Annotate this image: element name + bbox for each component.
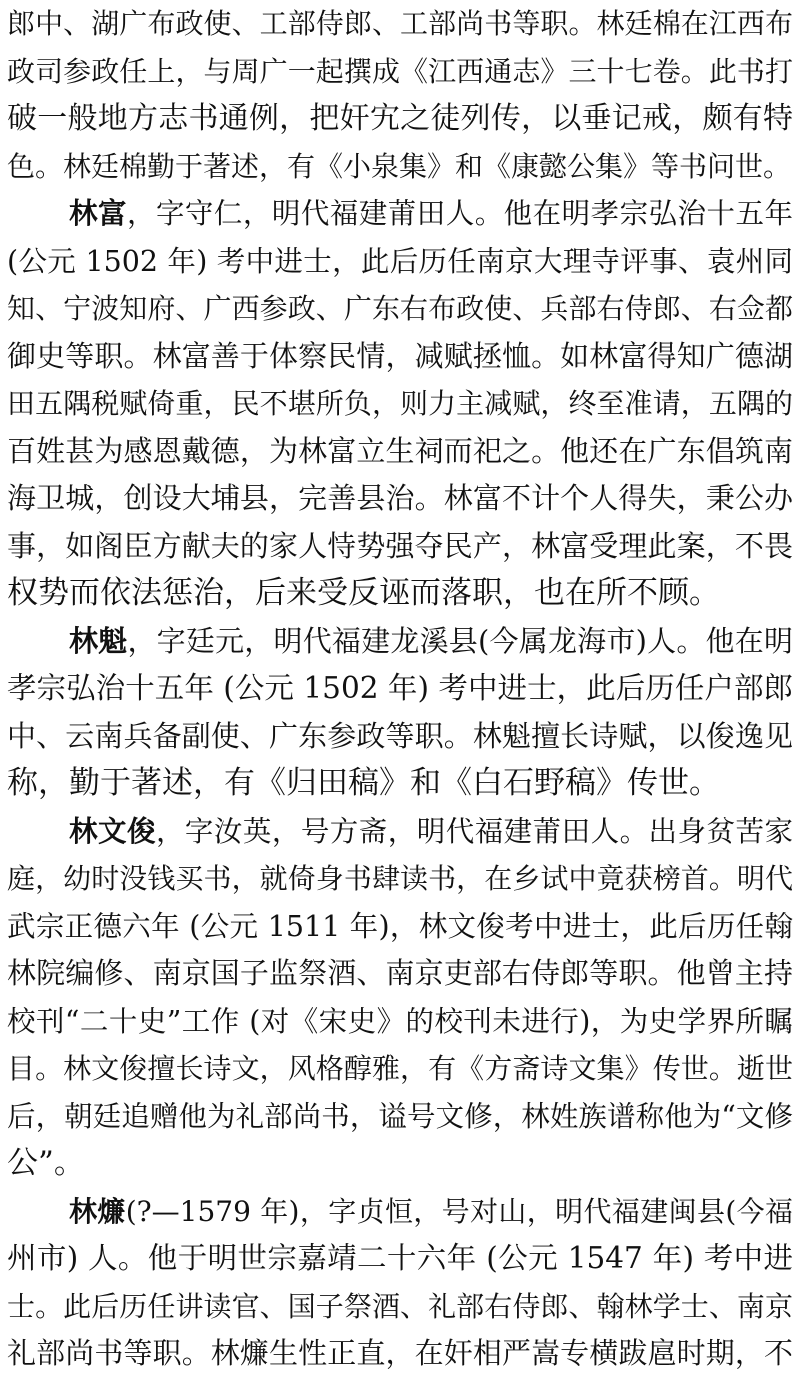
text-segment: ，字汝英，号方斋，明代福建莆田人。出身贫苦家: [155, 814, 793, 848]
text-line: 庭，幼时没钱买书，就倚身书肆读书，在乡试中竟获榜首。明代: [7, 862, 793, 895]
text-line: (公元 1502 年) 考中进士，此后历任南京大理寺评事、袁州同: [7, 244, 793, 278]
text-line: 田五隅税赋倚重，民不堪所负，则力主减赋，终至准请，五隅的: [7, 387, 793, 420]
text-line: 色。林廷棉勤于著述，有《小泉集》和《康懿公集》等书问世。: [7, 149, 792, 183]
entry-first-line: [7, 808, 793, 856]
text-line: 武宗正德六年 (公元 1511 年)，林文俊考中进士，此后历任翰: [7, 909, 793, 943]
entry-first-line: [7, 618, 793, 666]
text-line: 百姓甚为感恩戴德，为林富立生祠而祀之。他还在广东倡筑南: [7, 433, 793, 468]
text-line: 知、宁波知府、广西参政、广东右布政使、兵部右侍郎、右佥都: [7, 292, 793, 325]
text-line: 御史等职。林富善于体察民情，减赋拯恤。如林富得知广德湖: [7, 338, 793, 373]
text-line: 称，勤于著述，有《归田稿》和《白石野稿》传世。: [7, 765, 720, 801]
text-line: 中、云南兵备副使、广东参政等职。林魁擅长诗赋，以俊逸见: [7, 718, 793, 753]
text-line: 校刊“二十史”工作 (对《宋史》的校刊未进行)，为史学界所瞩: [7, 1004, 793, 1038]
text-line: 州市) 人。他于明世宗嘉靖二十六年 (公元 1547 年) 考中进: [7, 1241, 793, 1275]
text-segment: ，字廷元，明代福建龙溪县(今属龙海市)人。他在明: [127, 623, 793, 658]
text-line: 政司参政任上，与周广一起撰成《江西通志》三十七卷。此书打: [7, 54, 793, 88]
text-line: 海卫城，创设大埔县，完善县治。林富不计个人得失，秉公办: [7, 481, 793, 515]
entry-first-line: [7, 1188, 793, 1236]
text-line: 士。此后历任讲读官、国子祭酒、礼部右侍郎、翰林学士、南京: [7, 1289, 793, 1323]
text-line: 公”。: [7, 1145, 85, 1181]
text-line: 破一般地方志书通例，把奸宄之徒列传，以垂记戒，颇有特: [7, 101, 793, 136]
text-line: 后，朝廷追赠他为礼部尚书，谥号文修，林姓族谱称他为“文修: [7, 1099, 793, 1133]
text-line: 权势而依法惩治，后来受反诬而落职，也在所不顾。: [7, 575, 720, 611]
text-line: 林院编修、南京国子监祭酒、南京吏部右侍郎等职。他曾主持: [7, 956, 793, 990]
text-line: 礼部尚书等职。林燫生性正直，在奸相严嵩专横跋扈时期，不: [7, 1336, 793, 1370]
entry-name: 林富: [69, 197, 127, 230]
text-segment: ，字守仁，明代福建莆田人。他在明孝宗弘治十五年: [126, 197, 793, 230]
entry-name: 林燫: [69, 1194, 126, 1228]
entry-name: 林魁: [69, 623, 128, 658]
entry-first-line: [7, 190, 793, 238]
text-segment: (?—1579 年)，字贞恒，号对山，明代福建闽县(今福: [125, 1194, 793, 1228]
entry-name: 林文俊: [69, 814, 156, 848]
text-line: 目。林文俊擅长诗文，风格醇雅，有《方斋诗文集》传世。逝世: [7, 1052, 793, 1085]
document-page: [7, 0, 793, 1378]
text-line: 事，如阁臣方献夫的家人恃势强夺民产，林富受理此案，不畏: [7, 528, 793, 563]
text-line: 郎中、湖广布政使、工部侍郎、工部尚书等职。林廷棉在江西布: [7, 7, 793, 40]
text-line: 孝宗弘治十五年 (公元 1502 年) 考中进士，此后历任户部郎: [7, 671, 793, 705]
